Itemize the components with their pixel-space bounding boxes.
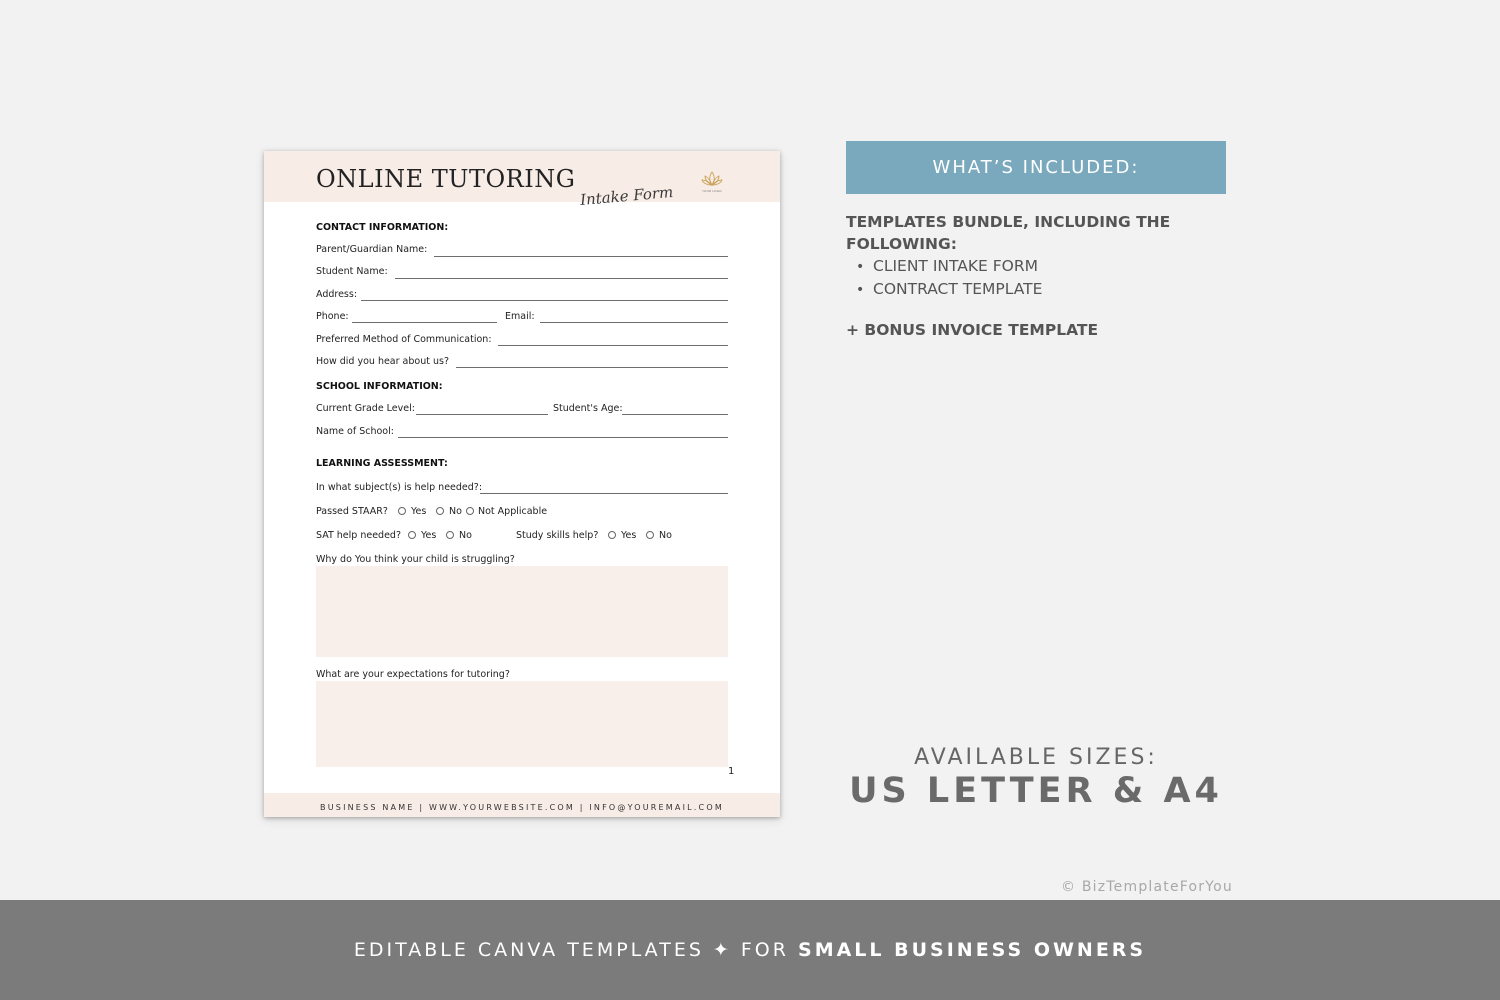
study-no-label: No xyxy=(659,530,672,541)
study-no-radio[interactable] xyxy=(646,531,654,539)
struggling-label: Why do You think your child is struggling? xyxy=(316,554,515,565)
form-title: ONLINE TUTORING xyxy=(316,165,576,193)
form-footer xyxy=(264,793,780,817)
included-list xyxy=(856,255,1042,301)
staar-no-radio[interactable] xyxy=(436,507,444,515)
list-item-label: CONTRACT TEMPLATE xyxy=(873,280,1043,298)
phone-label: Phone: xyxy=(316,311,349,322)
logo-text: YOUR LOGO xyxy=(702,189,722,193)
page-number: 1 xyxy=(728,766,735,777)
bullet-icon: • xyxy=(856,282,865,298)
grade-field[interactable] xyxy=(416,414,548,415)
intake-form-document xyxy=(264,151,780,817)
expectations-label: What are your expectations for tutoring? xyxy=(316,669,510,680)
preferred-communication-field[interactable] xyxy=(498,345,728,346)
phone-field[interactable] xyxy=(352,322,497,323)
student-label: Student Name: xyxy=(316,266,388,277)
staar-yes-radio[interactable] xyxy=(398,507,406,515)
list-item xyxy=(856,278,1042,301)
bottom-tagline-bar xyxy=(0,900,1500,1000)
age-field[interactable] xyxy=(622,414,728,415)
sat-label: SAT help needed? xyxy=(316,530,402,541)
sat-yes-label: Yes xyxy=(421,530,437,541)
staar-na-radio[interactable] xyxy=(466,507,474,515)
tagline-text: EDITABLE CANVA TEMPLATES ✦ FOR xyxy=(353,939,799,961)
footer-text: BUSINESS NAME | WWW.YOURWEBSITE.COM | INFO@YOUREMAIL.COM xyxy=(320,803,724,812)
bullet-icon: • xyxy=(856,259,865,275)
hear-about-field[interactable] xyxy=(456,367,728,368)
address-label: Address: xyxy=(316,289,358,300)
grade-label: Current Grade Level: xyxy=(316,403,415,414)
preferred-communication-label: Preferred Method of Communication: xyxy=(316,334,492,345)
parent-label: Parent/Guardian Name: xyxy=(316,244,428,255)
staar-na-label: Not Applicable xyxy=(478,506,548,517)
student-name-field[interactable] xyxy=(395,278,728,279)
lotus-icon xyxy=(701,170,723,188)
expectations-textarea[interactable] xyxy=(316,681,728,767)
study-skills-label: Study skills help? xyxy=(516,530,599,541)
staar-yes-label: Yes xyxy=(411,506,427,517)
school-name-field[interactable] xyxy=(398,437,728,438)
available-sizes-value: US LETTER & A4 xyxy=(849,771,1223,811)
bonus-text: + BONUS INVOICE TEMPLATE xyxy=(846,321,1099,339)
tagline-bold: SMALL BUSINESS OWNERS xyxy=(798,939,1147,961)
study-yes-radio[interactable] xyxy=(608,531,616,539)
included-title: TEMPLATES BUNDLE, INCLUDING THE FOLLOWING: xyxy=(846,213,1171,253)
sat-no-label: No xyxy=(459,530,472,541)
lotus-logo xyxy=(701,170,723,194)
school-heading: SCHOOL INFORMATION: xyxy=(316,381,443,392)
study-yes-label: Yes xyxy=(621,530,637,541)
staar-label: Passed STAAR? xyxy=(316,506,388,517)
list-item-label: CLIENT INTAKE FORM xyxy=(873,257,1038,275)
email-label: Email: xyxy=(505,311,535,322)
subjects-label: In what subject(s) is help needed?: xyxy=(316,482,483,493)
address-field[interactable] xyxy=(361,300,728,301)
email-field[interactable] xyxy=(540,322,728,323)
sat-no-radio[interactable] xyxy=(446,531,454,539)
subjects-field[interactable] xyxy=(480,493,728,494)
copyright-text: © BizTemplateForYou xyxy=(1061,879,1233,895)
staar-no-label: No xyxy=(449,506,462,517)
form-subtitle-script: Intake Form xyxy=(579,182,674,210)
school-name-label: Name of School: xyxy=(316,426,394,437)
sat-yes-radio[interactable] xyxy=(408,531,416,539)
learning-heading: LEARNING ASSESSMENT: xyxy=(316,458,448,469)
hear-about-label: How did you hear about us? xyxy=(316,356,449,367)
available-sizes-label: AVAILABLE SIZES: xyxy=(914,745,1158,770)
list-item xyxy=(856,255,1042,278)
whats-included-banner: WHAT’S INCLUDED: xyxy=(846,141,1226,194)
contact-heading: CONTACT INFORMATION: xyxy=(316,222,449,233)
age-label: Student's Age: xyxy=(553,403,623,414)
struggling-textarea[interactable] xyxy=(316,566,728,657)
parent-name-field[interactable] xyxy=(434,256,728,257)
